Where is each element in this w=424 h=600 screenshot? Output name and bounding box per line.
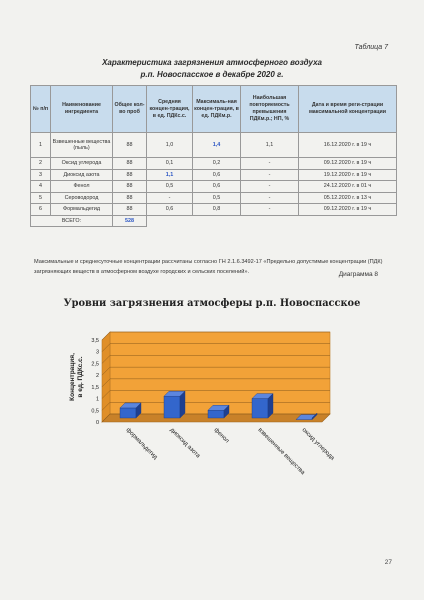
cell-ingredient: Формальдегид [51, 204, 113, 216]
header-cell: Общее кол-во проб [113, 86, 147, 133]
cell-date: 19.12.2020 г. в 19 ч [299, 169, 397, 181]
cell-count: 88 [113, 204, 147, 216]
header-cell: Дата и время реги-страции максимальной концентрации [299, 86, 397, 133]
x-tick-label: взвешенные вещества [256, 427, 306, 477]
y-tick-label: 3 [95, 349, 99, 356]
cell-avg: 1,0 [147, 133, 193, 158]
cell-ingredient: Сероводород [51, 192, 113, 204]
bar [120, 408, 136, 418]
y-tick-label: 3,5 [91, 338, 99, 344]
header-cell: Наибольшая повторяемость превышения ПДКм.р.; НП, % [241, 86, 299, 133]
table-note: Максимальные и среднесуточные концентрации рассчитаны согласно ГН 2.1.6.3492-17 «Предельно допустимые концентрации (ПДК) загрязняющих веществ в атмосферном воздухе городских и сельских поселений». [34, 259, 383, 275]
cell-max: 0,8 [193, 204, 241, 216]
chart-side-wall [102, 332, 110, 422]
cell-number: 3 [31, 169, 51, 181]
chart-title: Уровни загрязнения атмосферы р.п. Новоспасское [63, 298, 361, 309]
cell-date: 16.12.2020 г. в 19 ч [299, 133, 397, 158]
x-tick-label: оксид углерода [300, 427, 336, 462]
cell-number: 6 [31, 204, 51, 216]
cell-count: 88 [113, 192, 147, 204]
y-tick-label: 1,5 [91, 384, 99, 391]
chart-back-wall [110, 332, 330, 414]
cell-avg: - [147, 192, 193, 204]
cell-number: 2 [31, 158, 51, 170]
header-cell: Средняя концен-трация, в ед. ПДКс.с. [147, 86, 193, 133]
cell-max: 0,6 [193, 181, 241, 193]
cell-np: - [241, 158, 299, 170]
cell-avg: 1,1 [147, 169, 193, 181]
cell-date: 09.12.2020 г. в 19 ч [299, 158, 397, 170]
table-label: Таблица 7 [354, 44, 388, 51]
y-tick-label: 1 [95, 396, 99, 403]
cell-np: - [241, 169, 299, 181]
cell-number: 5 [31, 192, 51, 204]
bar [164, 396, 180, 418]
bar [252, 399, 268, 418]
cell-date: 24.12.2020 г. в 01 ч [299, 181, 397, 193]
y-tick-label: 0,5 [91, 408, 99, 415]
cell-np: - [241, 181, 299, 193]
header-cell: Наименование ингредиента [51, 86, 113, 133]
cell-avg: 0,5 [147, 181, 193, 193]
header-cell: Максималь-ная концен-трация, в ед. ПДКм.р. [193, 86, 241, 133]
cell-number: 4 [31, 181, 51, 193]
cell-count: 88 [113, 158, 147, 170]
diagram-label: Диаграмма 8 [338, 271, 378, 278]
cell-count: 88 [113, 181, 147, 193]
cell-date: 09.12.2020 г. в 19 ч [299, 204, 397, 216]
cell-ingredient: Взвешенные вещества (пыль) [51, 133, 113, 158]
cell-max: 0,2 [193, 158, 241, 170]
cell-np: 1,1 [241, 133, 299, 158]
document-subtitle: р.п. Новоспасское в декабре 2020 г. [140, 70, 284, 79]
y-axis-label: Концентрация,в ед. ПДКс.с. [69, 353, 84, 401]
document-title: Характеристика загрязнения атмосферного воздуха [102, 58, 322, 67]
cell-avg: 0,6 [147, 204, 193, 216]
x-tick-label: фенол [212, 427, 230, 445]
cell-np: - [241, 192, 299, 204]
total-label: ВСЕГО: [31, 215, 113, 227]
cell-max: 0,6 [193, 169, 241, 181]
page-number: 27 [384, 559, 392, 566]
cell-np: - [241, 204, 299, 216]
cell-ingredient: Фенол [51, 181, 113, 193]
cell-avg: 0,1 [147, 158, 193, 170]
header-cell: № п/п [31, 86, 51, 133]
cell-number: 1 [31, 133, 51, 158]
cell-count: 88 [113, 169, 147, 181]
cell-count: 88 [113, 133, 147, 158]
bar-side [180, 391, 185, 418]
y-tick-label: 0 [95, 420, 99, 426]
total-value: 528 [113, 215, 147, 227]
y-tick-label: 2 [95, 373, 99, 380]
cell-date: 05.12.2020 г. в 13 ч [299, 192, 397, 204]
x-tick-label: диоксид азота [168, 427, 201, 460]
cell-ingredient: Диоксид азота [51, 169, 113, 181]
cell-ingredient: Оксид углерода [51, 158, 113, 170]
y-tick-label: 2,5 [91, 361, 99, 368]
bar [208, 410, 224, 418]
cell-max: 0,5 [193, 192, 241, 204]
x-tick-label: формальдегид [124, 427, 159, 461]
cell-max: 1,4 [193, 133, 241, 158]
